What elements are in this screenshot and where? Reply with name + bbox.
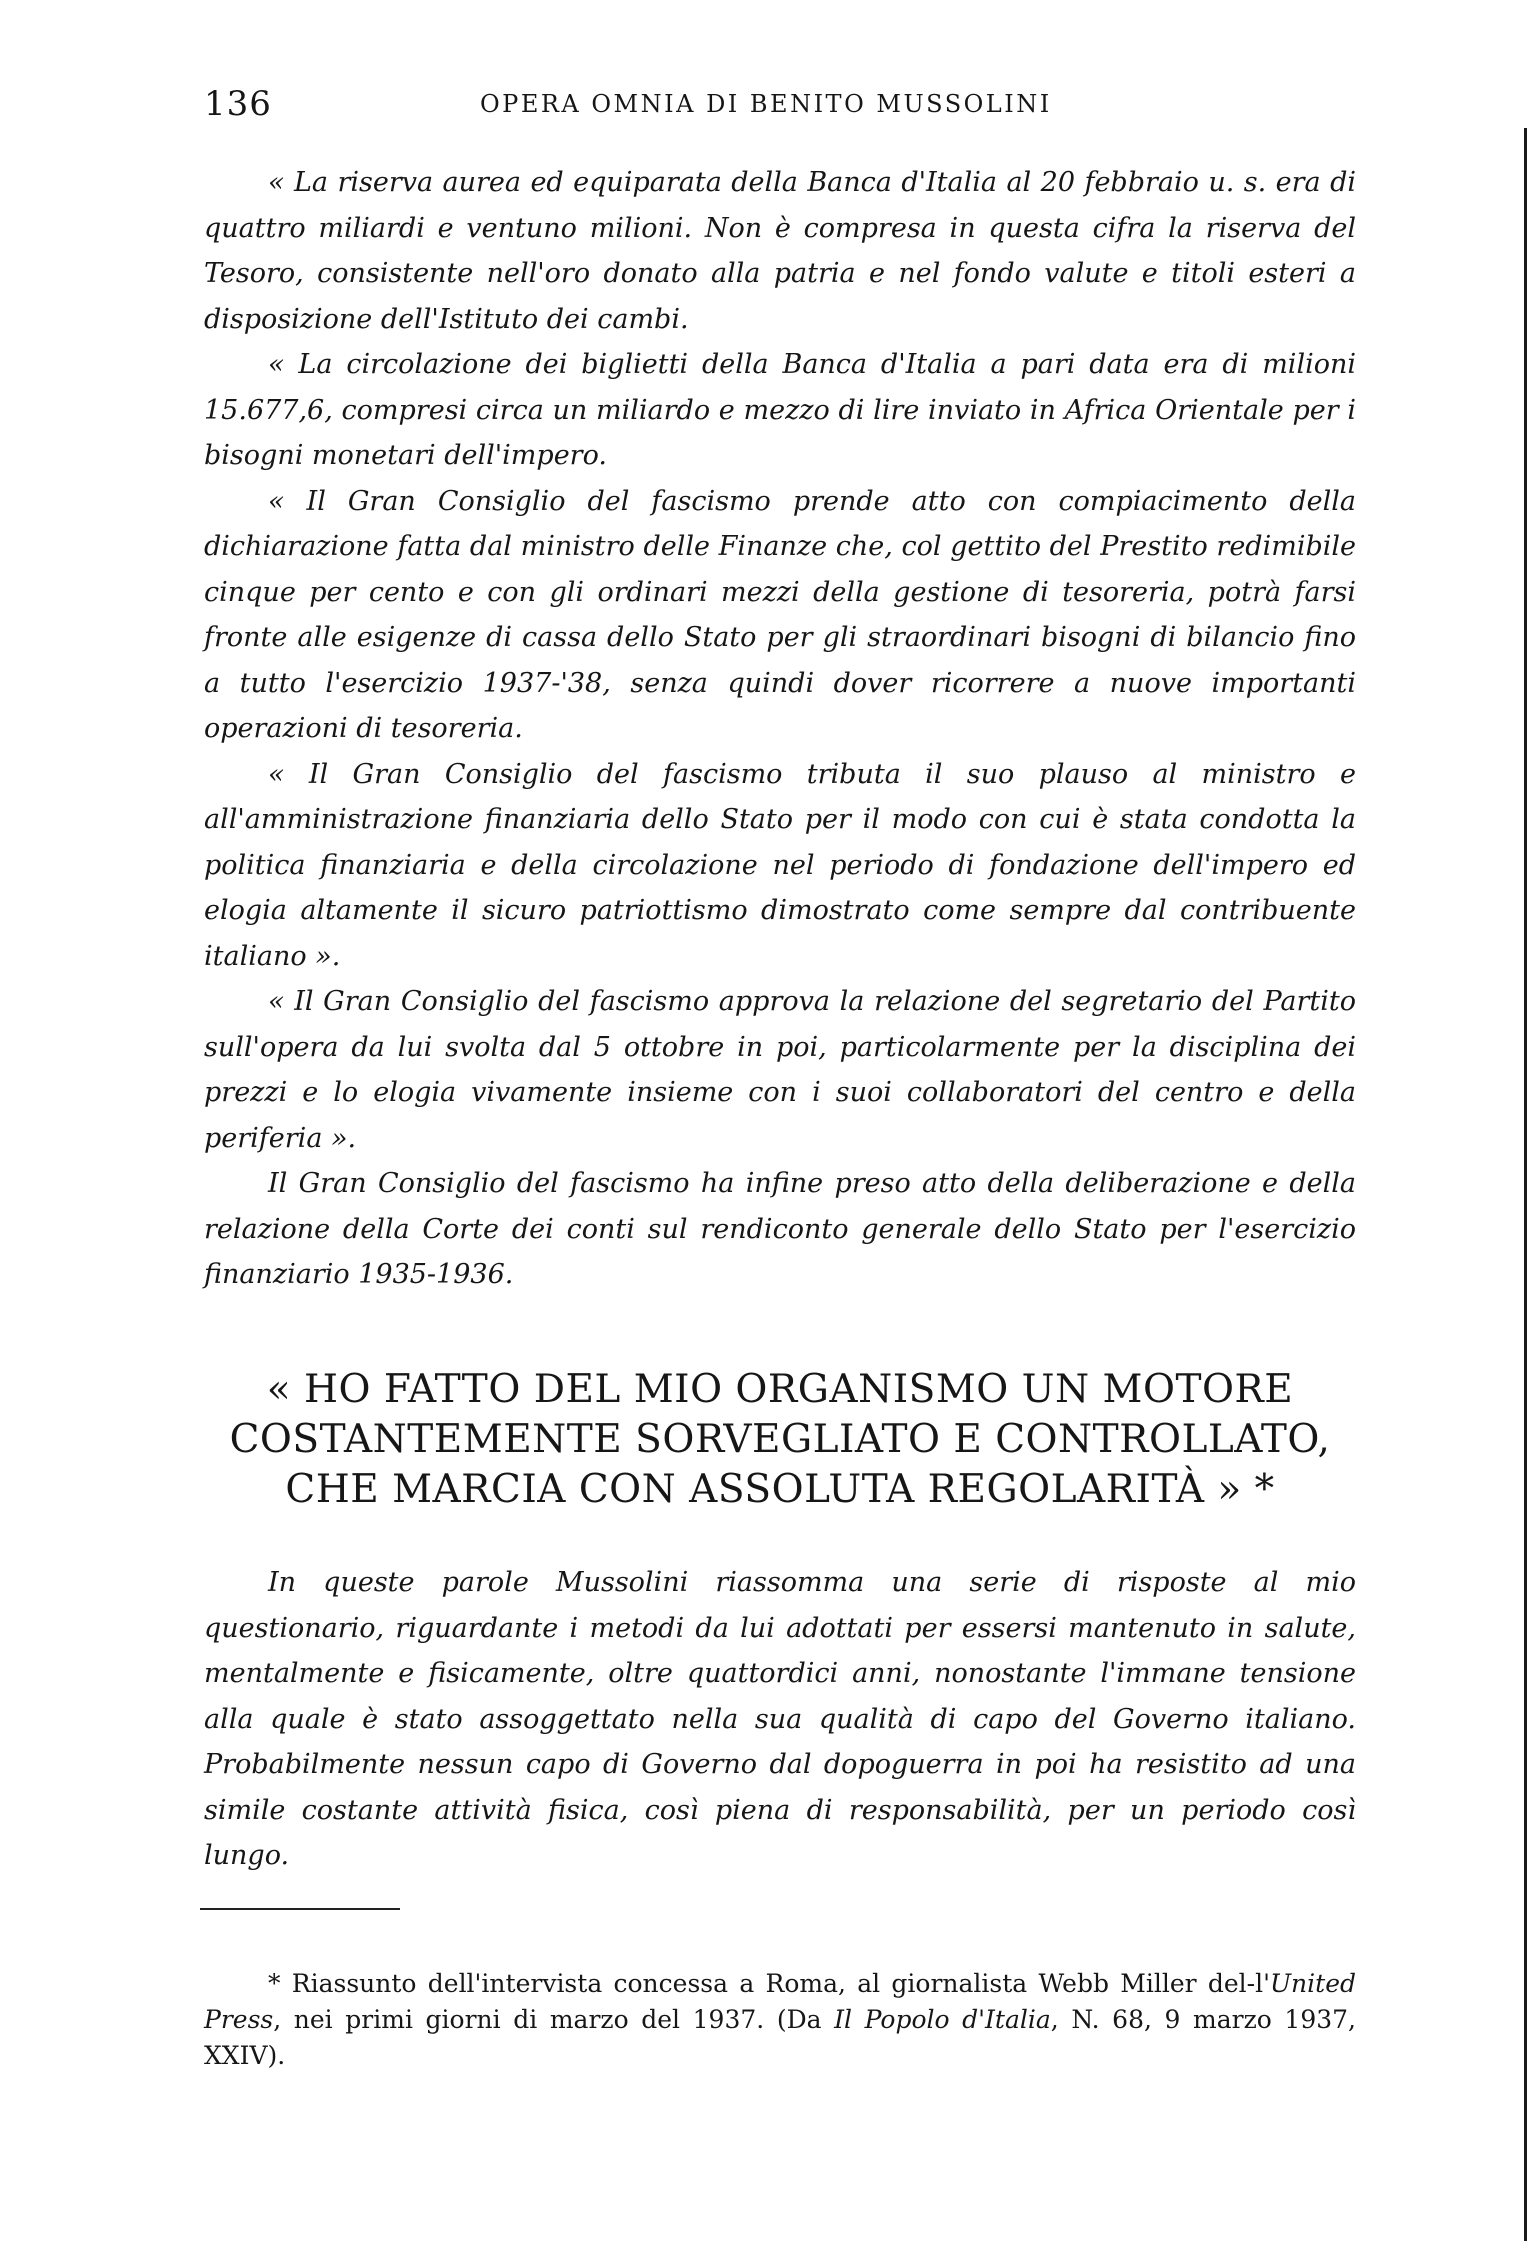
paragraph-court-of-accounts: Il Gran Consiglio del fascismo ha infine preso atto della deliberazione e della relazione della Corte dei conti sul rendiconto generale dello Stato per l'esercizio finanziario 1935-1936. — [204, 1168, 1356, 1290]
paragraph-party-report: « Il Gran Consiglio del fascismo approva la relazione del segretario del Partito sull'opera da lui svolta dal 5 ottobre in poi, particolarmente per la disciplina dei prezzi e lo elogia vivamente insieme con i suoi collaboratori del centro e della periferia ». — [204, 986, 1356, 1154]
footnote-text: , nei primi giorni di marzo del 1937. (Da — [273, 2005, 835, 2034]
footnote-divider — [200, 1908, 400, 1910]
section-heading-line: COSTANTEMENTE SORVEGLIATO E CONTROLLATO, — [229, 1417, 1331, 1462]
intro-paragraph: In queste parole Mussolini riassomma una serie di risposte al mio questionario, riguardante i metodi da lui adottati per essersi mantenuto in salute, mentalmente e fisicamente, oltre quattordici anni, nonostante l'immane tensione alla quale è stato assoggettato nella sua qualità di capo del Governo italiano. Probabilmente nessun capo di Governo dal dopoguerra in poi ha resistito ad una simile costante attività fisica, così piena di responsabilità, per un periodo così lungo. — [204, 1567, 1356, 1871]
section-heading-line: CHE MARCIA CON ASSOLUTA REGOLARITÀ » * — [285, 1467, 1275, 1512]
section-heading — [196, 1365, 1364, 1515]
section-heading-line: « HO FATTO DEL MIO ORGANISMO UN MOTORE — [266, 1367, 1294, 1412]
footnote-text: * Riassunto dell'intervista concessa a Roma, al giornalista Webb Miller del-l' — [268, 1969, 1270, 1998]
paragraph-circulation: « La circolazione dei biglietti della Banca d'Italia a pari data era di milioni 15.677,6, compresi circa un miliardo e mezzo di lire inviato in Africa Orientale per i bisogni monetari dell'impero. — [204, 349, 1356, 471]
page-number: 136 — [204, 84, 272, 124]
main-text — [204, 160, 1356, 1298]
intro-text — [204, 1560, 1356, 1879]
running-title: OPERA OMNIA DI BENITO MUSSOLINI — [480, 90, 1052, 118]
footnote-text: , N. 68, 9 marzo 1937, XXIV). — [204, 2005, 1356, 2070]
footnote-press-name: United Press — [204, 1969, 1356, 2034]
page-edge-line — [1524, 128, 1527, 2241]
footnote-paragraph — [204, 1966, 1356, 2074]
footnote — [204, 1966, 1356, 2074]
footnote-newspaper-name: Il Popolo d'Italia — [834, 2005, 1051, 2034]
paragraph-applause: « Il Gran Consiglio del fascismo tributa il suo plauso al ministro e all'amministrazione finanziaria dello Stato per il modo con cui è stata condotta la politica finanziaria e della circolazione nel periodo di fondazione dell'impero ed elogia altamente il sicuro patriottismo dimostrato come sempre dal contribuente italiano ». — [204, 758, 1356, 972]
paragraph-finance-declaration: « Il Gran Consiglio del fascismo prende atto con compiacimento della dichiarazione fatta dal ministro delle Finanze che, col gettito del Prestito redimibile cinque per cento e con gli ordinari mezzi della gestione di tesoreria, potrà farsi fronte alle esigenze di cassa dello Stato per gli straordinari bisogni di bilancio fino a tutto l'esercizio 1937-'38, senza quindi dover ricorrere a nuove importanti operazioni di tesoreria. — [204, 485, 1356, 744]
paragraph-gold-reserve: « La riserva aurea ed equiparata della Banca d'Italia al 20 febbraio u. s. era di quattro miliardi e ventuno milioni. Non è compresa in questa cifra la riserva del Tesoro, consistente nell'oro donato alla patria e nel fondo valute e titoli esteri a disposizione dell'Istituto dei cambi. — [204, 167, 1356, 335]
